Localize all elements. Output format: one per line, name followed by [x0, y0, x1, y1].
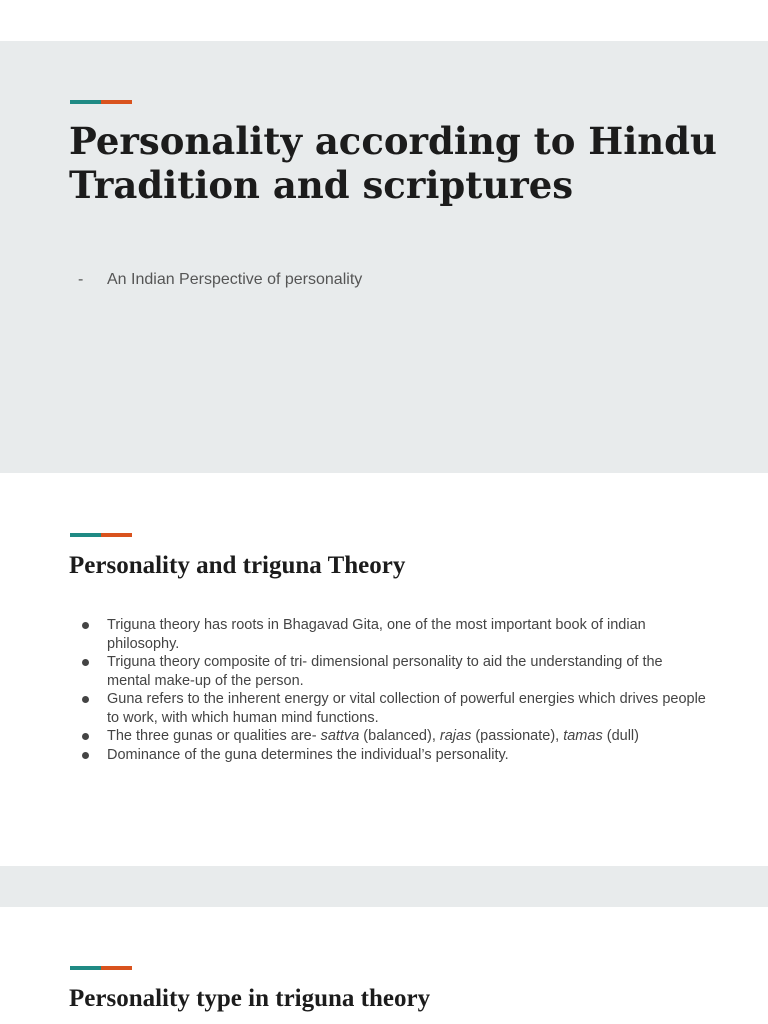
- list-item: The three gunas or qualities are- sattva (balanced), rajas (passionate), tamas (dull): [78, 727, 708, 746]
- content-slide-triguna: [0, 474, 768, 866]
- bullet-icon: [78, 653, 107, 690]
- list-item: Guna refers to the inherent energy or vital collection of powerful energies which drives people to work, with which human mind functions.: [78, 690, 708, 727]
- bullet-icon: [78, 746, 107, 765]
- accent-bar: [70, 966, 132, 970]
- content-slide-types: [0, 907, 768, 1024]
- list-item: Triguna theory has roots in Bhagavad Gita, one of the most important book of indian philosophy.: [78, 616, 708, 653]
- bullet-icon: [78, 616, 107, 653]
- accent-bar: [70, 533, 132, 537]
- subtitle-marker: -: [78, 271, 84, 288]
- bullet-icon: [78, 690, 107, 727]
- bullet-icon: [78, 727, 107, 746]
- slide-title: Personality type in triguna theory: [69, 985, 431, 1012]
- title-slide: [0, 41, 768, 473]
- bullet-list: [78, 616, 708, 764]
- accent-bar: [70, 100, 132, 104]
- slide-title: Personality and triguna Theory: [69, 552, 406, 579]
- subtitle-text: An Indian Perspective of personality: [107, 271, 363, 288]
- list-item: Dominance of the guna determines the individual’s personality.: [78, 746, 708, 765]
- slide-title: Personality according to Hindu Tradition and scriptures: [69, 119, 717, 207]
- list-item: Triguna theory composite of tri- dimensional personality to aid the understanding of the mental make-up of the person.: [78, 653, 708, 690]
- subtitle: [78, 271, 362, 289]
- slide-divider: [0, 866, 768, 907]
